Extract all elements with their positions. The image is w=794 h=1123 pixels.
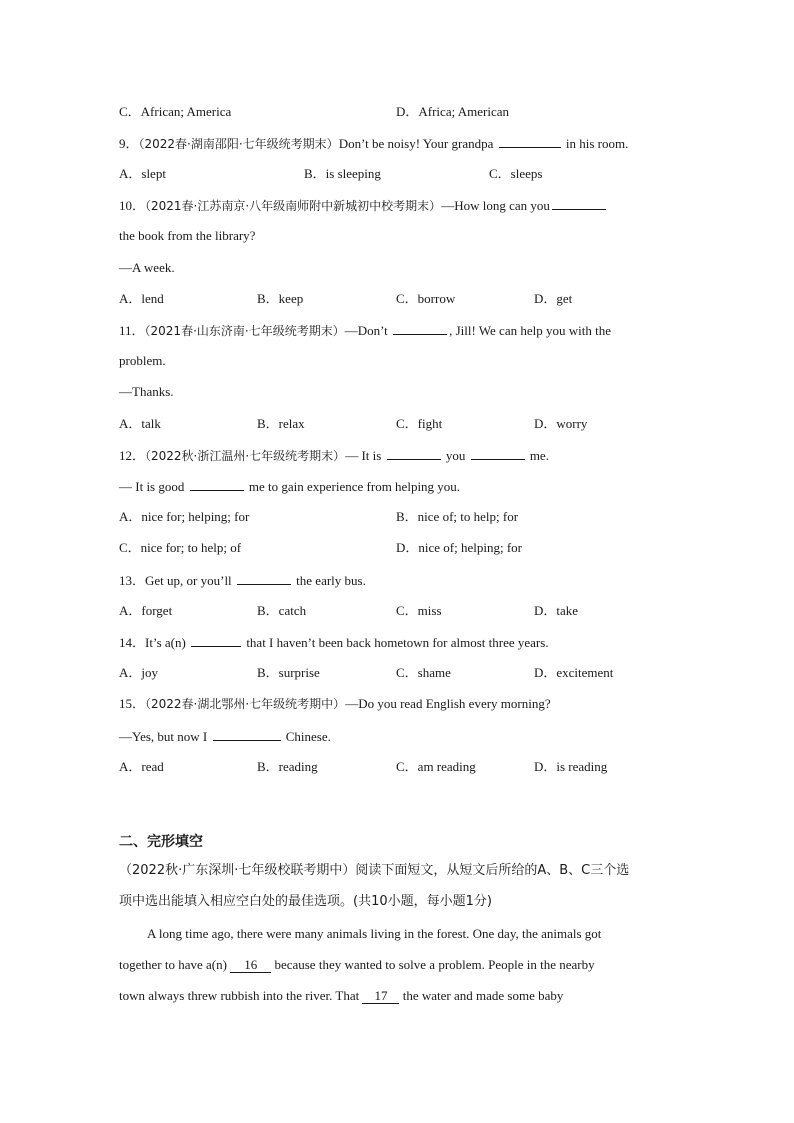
question-text: you — [445, 448, 466, 463]
answer-blank[interactable] — [191, 633, 241, 647]
q12-option-d: D．nice of; helping; for — [396, 540, 522, 555]
q14-option-c: C．shame — [396, 665, 451, 680]
question-11-line3: —Thanks. — [119, 384, 174, 399]
q10-option-b: B．keep — [257, 291, 304, 306]
question-15 — [119, 695, 551, 713]
question-text: Don’t be noisy! Your grandpa — [338, 136, 494, 151]
question-14 — [119, 633, 549, 652]
question-11 — [119, 321, 611, 340]
question-number: 10． — [119, 198, 146, 213]
section-instructions-line1: （2022秋·广东深圳·七年级校联考期中）阅读下面短文，从短文后所给的A、B、C三个选 — [119, 863, 630, 878]
question-text: me to gain experience from helping you. — [248, 479, 461, 494]
q9-option-c: C．sleeps — [489, 166, 543, 181]
answer-blank[interactable] — [499, 134, 561, 148]
question-text: , Jill! We can help you with the — [449, 323, 611, 338]
question-10-line3: —A week. — [119, 260, 175, 275]
cloze-blank-17[interactable]: 17 — [362, 988, 399, 1004]
question-text: Get up, or you’ll — [145, 573, 232, 588]
q13-option-b: B．catch — [257, 603, 307, 618]
q15-option-a: A．read — [119, 759, 164, 774]
q11-option-d: D．worry — [534, 416, 588, 431]
answer-blank[interactable] — [237, 571, 291, 585]
q14-option-b: B．surprise — [257, 665, 320, 680]
cloze-blank-16[interactable]: 16 — [230, 957, 271, 973]
question-11-line2: problem. — [119, 353, 166, 368]
q14-option-a: A．joy — [119, 665, 159, 680]
question-number: 14． — [119, 635, 146, 650]
q13-option-c: C．miss — [396, 603, 442, 618]
q13-option-a: A．forget — [119, 603, 173, 618]
question-number: 13． — [119, 573, 146, 588]
q11-option-a: A．talk — [119, 416, 161, 431]
question-number: 15． — [119, 696, 146, 711]
q14-option-d: D．excitement — [534, 665, 614, 680]
question-10-line2: the book from the library? — [119, 228, 256, 243]
q12-option-c: C．nice for; to help; of — [119, 540, 242, 555]
question-text: me. — [529, 448, 549, 463]
question-10 — [119, 196, 608, 215]
question-12-line2 — [119, 477, 460, 496]
question-text: — It is good — [119, 479, 185, 494]
question-text: the early bus. — [296, 573, 366, 588]
q8-option-d: D．Africa; American — [396, 104, 509, 119]
passage-text: town always threw rubbish into the river. That — [119, 988, 360, 1003]
question-text: that I haven’t been back hometown for almost three years. — [246, 635, 549, 650]
q8-option-c: C．African; America — [119, 104, 232, 119]
question-text: —Yes, but now I — [119, 729, 208, 744]
question-15-line2 — [119, 727, 331, 746]
answer-blank[interactable] — [213, 727, 281, 741]
question-text: in his room. — [565, 136, 629, 151]
q12-option-a: A．nice for; helping; for — [119, 509, 250, 524]
passage-line-3 — [119, 987, 563, 1005]
answer-blank[interactable] — [190, 477, 244, 491]
passage-line-1: A long time ago, there were many animals living in the forest. One day, the animals got — [147, 926, 602, 941]
section-instructions-line2: 项中选出能填入相应空白处的最佳选项。(共10小题，每小题1分) — [119, 894, 492, 909]
question-text: It’s a(n) — [145, 635, 186, 650]
question-text: — It is — [345, 448, 382, 463]
q12-option-b: B．nice of; to help; for — [396, 509, 519, 524]
question-source: （2022秋·浙江温州·七年级统考期末） — [145, 449, 346, 463]
q10-option-d: D．get — [534, 291, 573, 306]
q15-option-c: C．am reading — [396, 759, 476, 774]
question-source: （2022春·湖南邵阳·七年级统考期末） — [138, 137, 339, 151]
q9-option-b: B．is sleeping — [304, 166, 381, 181]
q10-option-a: A．lend — [119, 291, 164, 306]
passage-text: the water and made some baby — [402, 988, 564, 1003]
q9-option-a: A．slept — [119, 166, 166, 181]
q11-option-c: C．fight — [396, 416, 443, 431]
passage-line-2 — [119, 956, 595, 974]
q15-option-b: B．reading — [257, 759, 318, 774]
question-text: Chinese. — [285, 729, 331, 744]
question-text: —Don’t — [344, 323, 388, 338]
question-text: —Do you read English every morning? — [345, 696, 551, 711]
section-title: 二、完形填空 — [119, 834, 203, 850]
question-13 — [119, 571, 366, 590]
q11-option-b: B．relax — [257, 416, 305, 431]
question-source: （2021春·山东济南·七年级统考期末） — [144, 324, 345, 338]
question-12 — [119, 446, 549, 465]
passage-text: together to have a(n) — [119, 957, 227, 972]
answer-blank[interactable] — [393, 321, 447, 335]
answer-blank[interactable] — [387, 446, 441, 460]
q10-option-c: C．borrow — [396, 291, 456, 306]
passage-text: because they wanted to solve a problem. People in the nearby — [274, 957, 595, 972]
question-number: 9． — [119, 136, 139, 151]
question-9 — [119, 134, 628, 153]
question-number: 12． — [119, 448, 146, 463]
answer-blank[interactable] — [552, 196, 606, 210]
answer-blank[interactable] — [471, 446, 525, 460]
question-source: （2021春·江苏南京·八年级南师附中新城初中校考期末） — [145, 199, 442, 213]
question-text: —How long can you — [441, 198, 550, 213]
question-number: 11． — [119, 323, 145, 338]
q13-option-d: D．take — [534, 603, 579, 618]
q15-option-d: D．is reading — [534, 759, 608, 774]
question-source: （2022春·湖北鄂州·七年级统考期中） — [145, 697, 346, 711]
